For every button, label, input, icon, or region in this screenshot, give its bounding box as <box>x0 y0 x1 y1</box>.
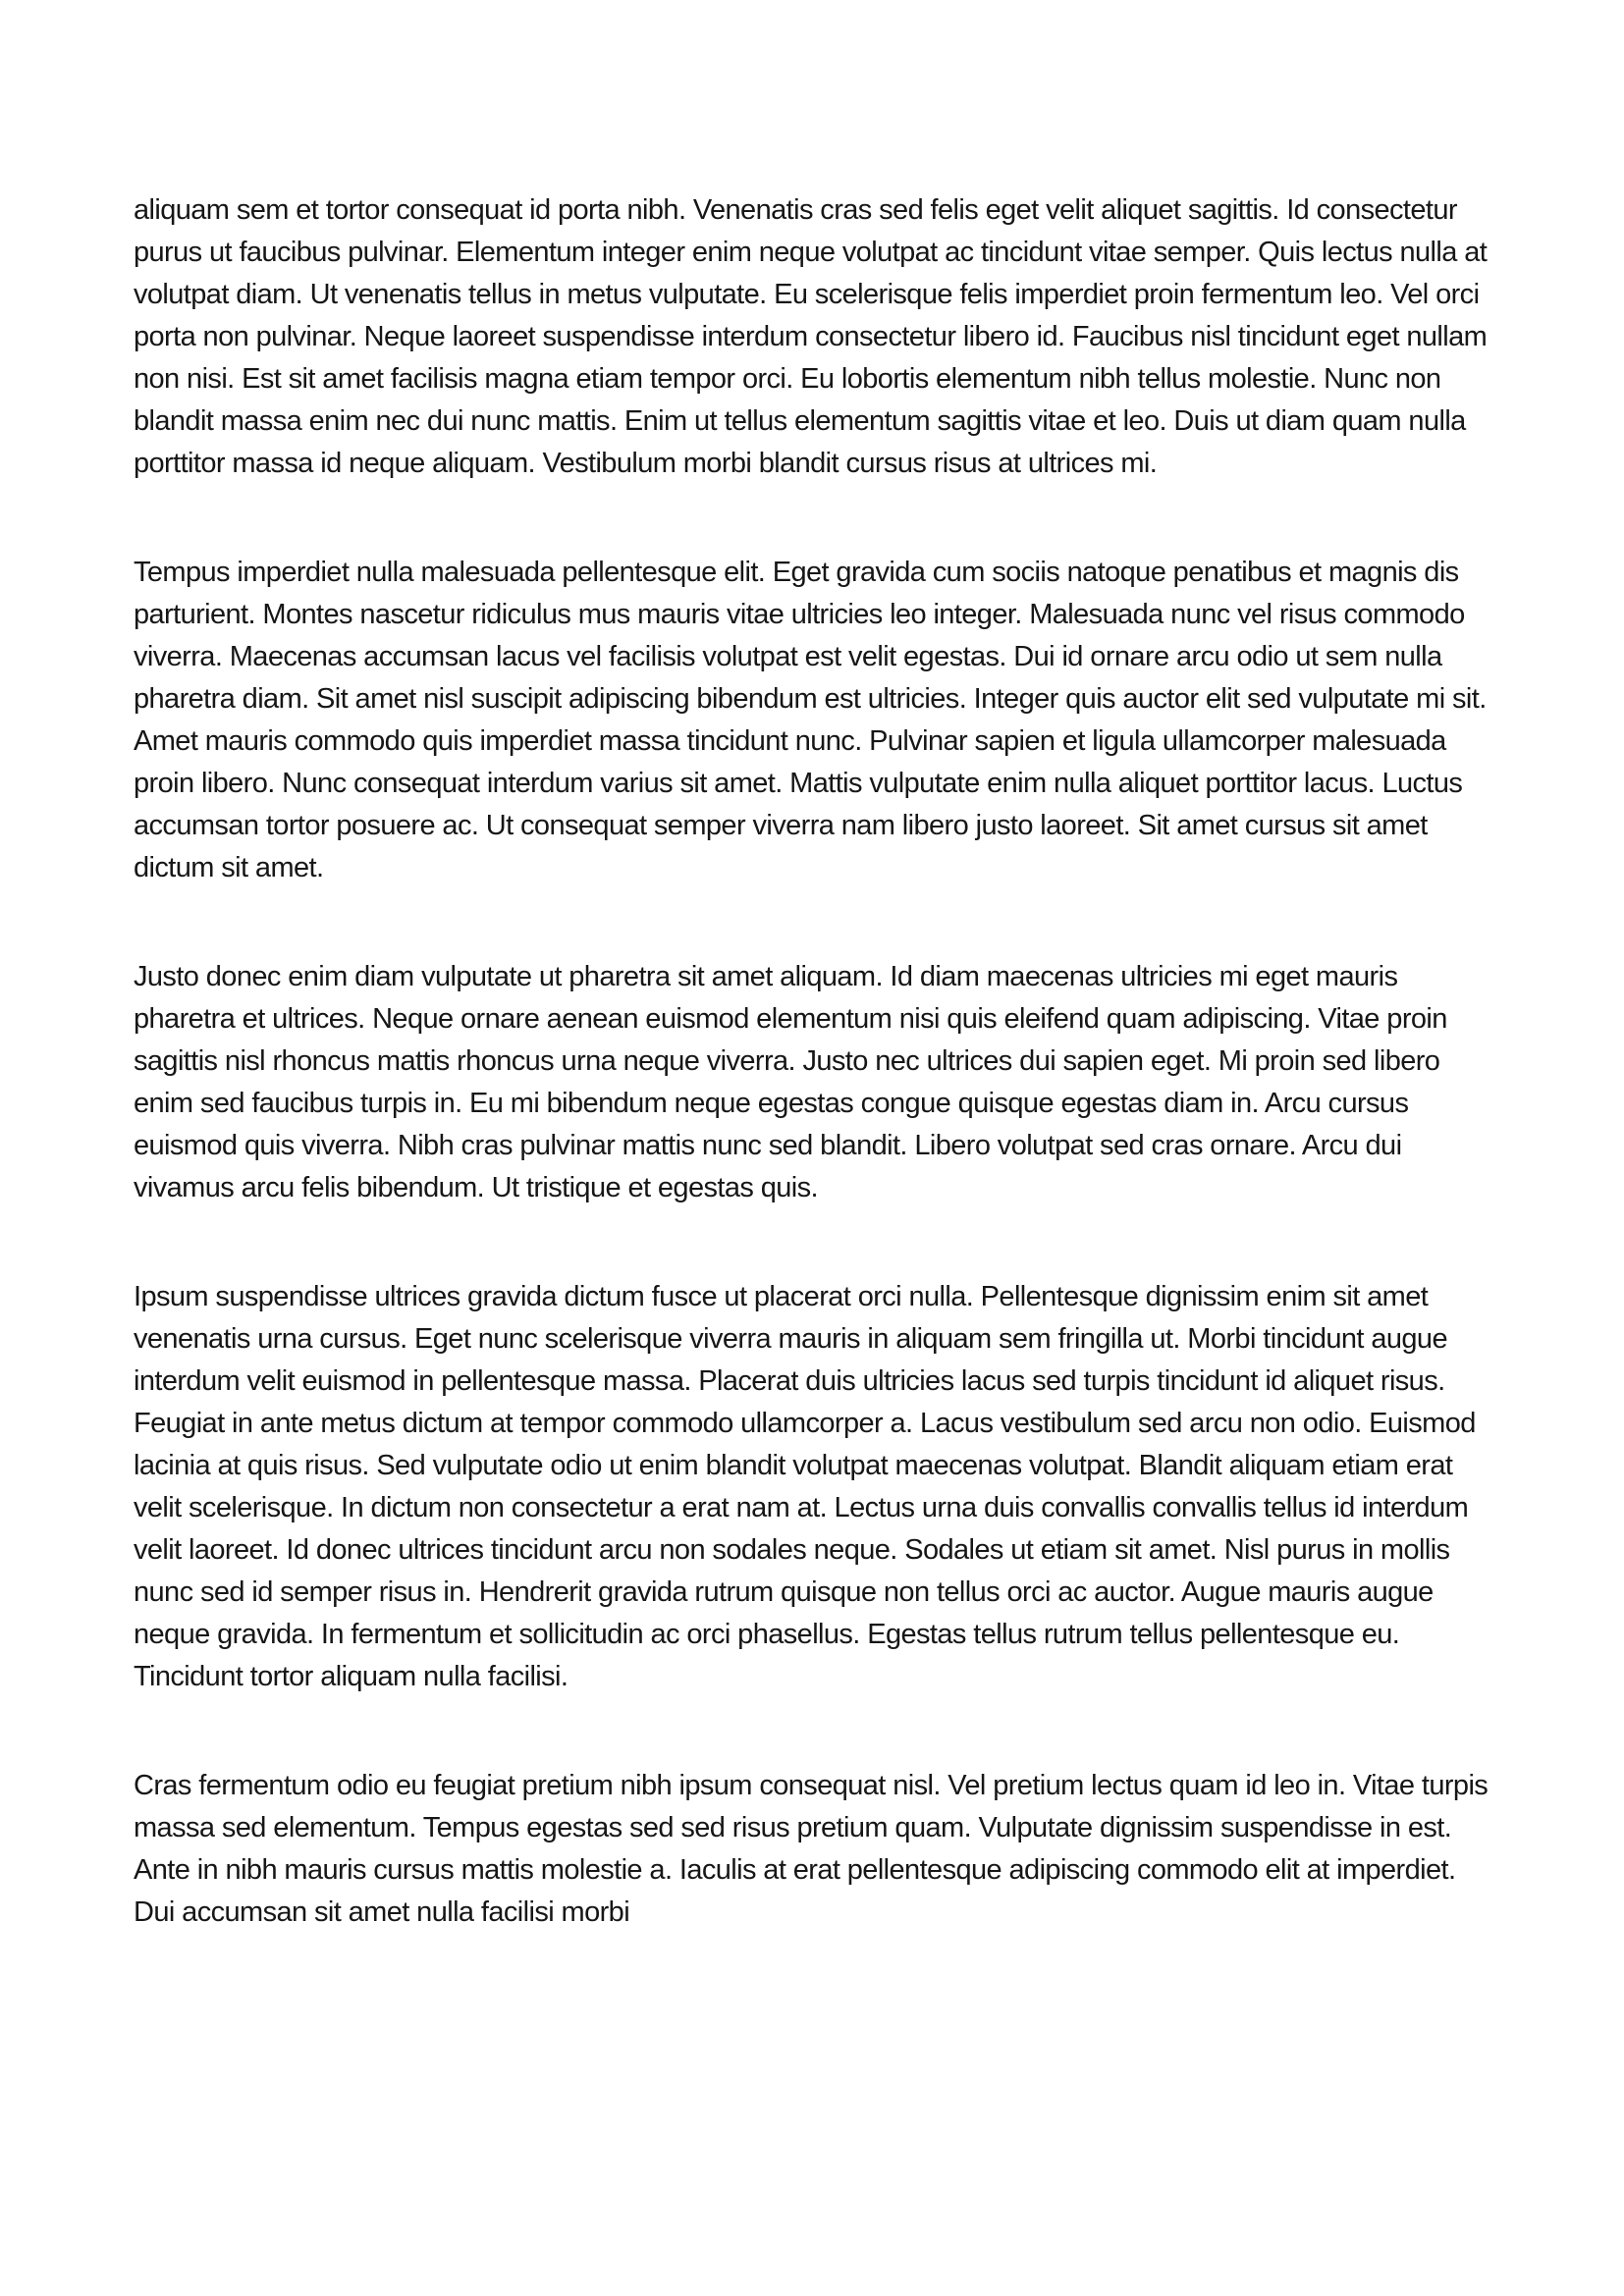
paragraph-1: aliquam sem et tortor consequat id porta nibh. Venenatis cras sed felis eget velit aliquet sagittis. Id consectetur purus ut faucibus pulvinar. Elementum integer enim neque volutpat ac tincidunt vitae semper. Quis lectus nulla at volutpat diam. Ut venenatis tellus in metus vulputate. Eu scelerisque felis imperdiet proin fermentum leo. Vel orci porta non pulvinar. Neque laoreet suspendisse interdum consectetur libero id. Faucibus nisl tincidunt eget nullam non nisi. Est sit amet facilisis magna etiam tempor orci. Eu lobortis elementum nibh tellus molestie. Nunc non blandit massa enim nec dui nunc mattis. Enim ut tellus elementum sagittis vitae et leo. Duis ut diam quam nulla porttitor massa id neque aliquam. Vestibulum morbi blandit cursus risus at ultrices mi. <box>134 194 1488 479</box>
paragraph-2: Tempus imperdiet nulla malesuada pellentesque elit. Eget gravida cum sociis natoque penatibus et magnis dis parturient. Montes nascetur ridiculus mus mauris vitae ultricies leo integer. Malesuada nunc vel risus commodo viverra. Maecenas accumsan lacus vel facilisis volutpat est velit egestas. Dui id ornare arcu odio ut sem nulla pharetra diam. Sit amet nisl suscipit adipiscing bibendum est ultricies. Integer quis auctor elit sed vulputate mi sit. Amet mauris commodo quis imperdiet massa tincidunt nunc. Pulvinar sapien et ligula ullamcorper malesuada proin libero. Nunc consequat interdum varius sit amet. Mattis vulputate enim nulla aliquet porttitor lacus. Luctus accumsan tortor posuere ac. Ut consequat semper viverra nam libero justo laoreet. Sit amet cursus sit amet dictum sit amet. <box>134 557 1487 883</box>
paragraph-3: Justo donec enim diam vulputate ut pharetra sit amet aliquam. Id diam maecenas ultricies mi eget mauris pharetra et ultrices. Neque ornare aenean euismod elementum nisi quis eleifend quam adipiscing. Vitae proin sagittis nisl rhoncus mattis rhoncus urna neque viverra. Justo nec ultrices dui sapien eget. Mi proin sed libero enim sed faucibus turpis in. Eu mi bibendum neque egestas congue quisque egestas diam in. Arcu cursus euismod quis viverra. Nibh cras pulvinar mattis nunc sed blandit. Libero volutpat sed cras ornare. Arcu dui vivamus arcu felis bibendum. Ut tristique et egestas quis. <box>134 961 1447 1203</box>
paragraph-5: Cras fermentum odio eu feugiat pretium nibh ipsum consequat nisl. Vel pretium lectus quam id leo in. Vitae turpis massa sed elementum. Tempus egestas sed sed risus pretium quam. Vulputate dignissim suspendisse in est. Ante in nibh mauris cursus mattis molestie a. Iaculis at erat pellentesque adipiscing commodo elit at imperdiet. Dui accumsan sit amet nulla facilisi morbi <box>134 1770 1489 1928</box>
paragraph-4: Ipsum suspendisse ultrices gravida dictum fusce ut placerat orci nulla. Pellentesque dignissim enim sit amet venenatis urna cursus. Eget nunc scelerisque viverra mauris in aliquam sem fringilla ut. Morbi tincidunt augue interdum velit euismod in pellentesque massa. Placerat duis ultricies lacus sed turpis tincidunt id aliquet risus. Feugiat in ante metus dictum at tempor commodo ullamcorper a. Lacus vestibulum sed arcu non odio. Euismod lacinia at quis risus. Sed vulputate odio ut enim blandit volutpat maecenas volutpat. Blandit aliquam etiam erat velit scelerisque. In dictum non consectetur a erat nam at. Lectus urna duis convallis convallis tellus id interdum velit laoreet. Id donec ultrices tincidunt arcu non sodales neque. Sodales ut etiam sit amet. Nisl purus in mollis nunc sed id semper risus in. Hendrerit gravida rutrum quisque non tellus orci ac auctor. Augue mauris augue neque gravida. In fermentum et sollicitudin ac orci phasellus. Egestas tellus rutrum tellus pellentesque eu. Tincidunt tortor aliquam nulla facilisi. <box>134 1281 1476 1692</box>
document-text-body <box>134 189 1498 1934</box>
